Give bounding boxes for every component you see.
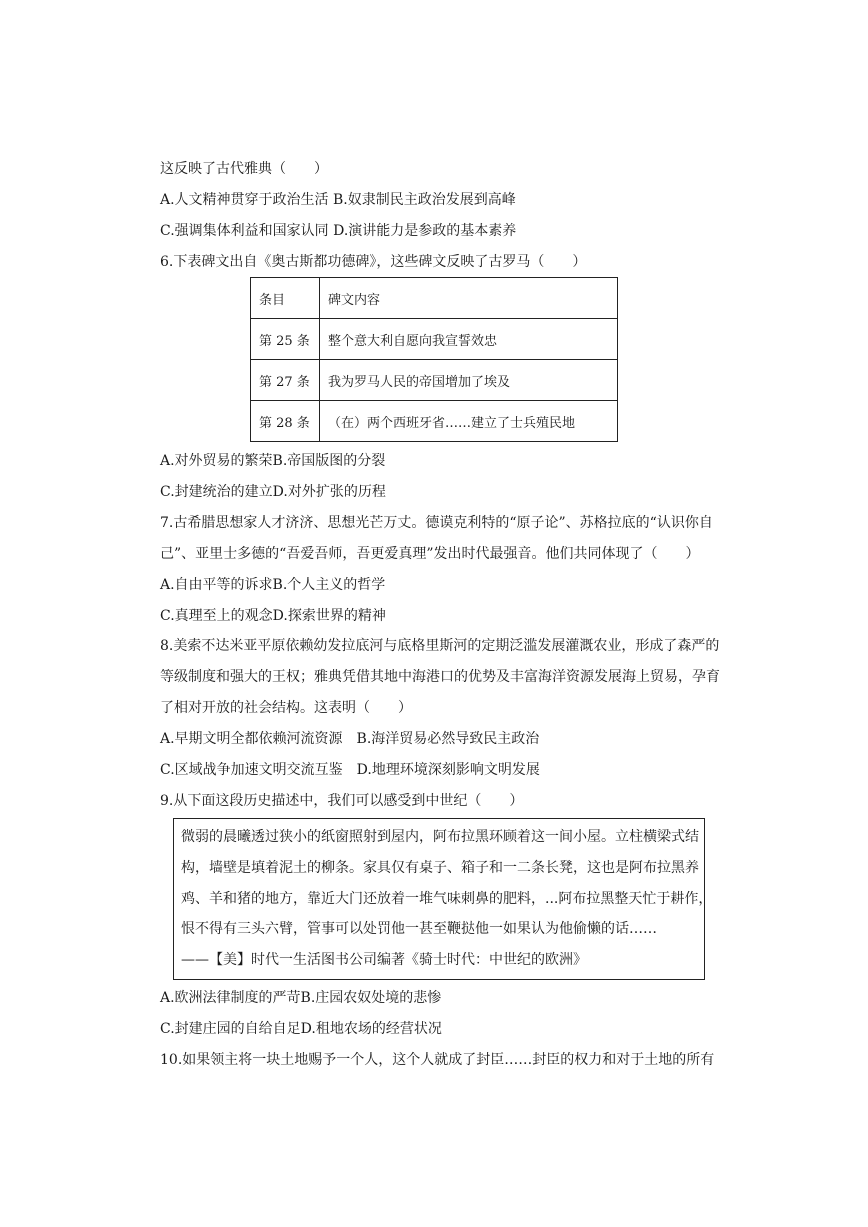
quote-line: 构，墙壁是填着泥土的柳条。家具仅有桌子、箱子和一二条长凳，这也是阿布拉黑养	[181, 860, 699, 876]
q9-stem: 9.从下面这段历史描述中，我们可以感受到中世纪（ ）	[160, 793, 524, 809]
table-header-cell: 碑文内容	[320, 278, 618, 319]
q7-options-ab: A.自由平等的诉求B.个人主义的哲学	[160, 577, 386, 593]
q5-stem-end: 这反映了古代雅典（ ）	[160, 161, 328, 177]
table-row	[251, 319, 618, 360]
table-header-cell: 条目	[251, 278, 320, 319]
q7-stem-line-1: 7.古希腊思想家人才济济、思想光芒万丈。德谟克利特的“原子论”、苏格拉底的“认识你自	[160, 515, 713, 531]
stele-table	[250, 277, 618, 442]
quote-line: 鸡、羊和猪的地方，靠近大门还放着一堆气味刺鼻的肥料，...阿布拉黑整天忙于耕作，	[181, 891, 713, 907]
q6-options-ab: A.对外贸易的繁荣B.帝国版图的分裂	[160, 453, 386, 469]
q7-stem-line-2: 己”、亚里士多德的“吾爱吾师，吾更爱真理”发出时代最强音。他们共同体现了（ ）	[160, 546, 700, 562]
quote-box	[173, 818, 713, 980]
q9-options-ab: A.欧洲法律制度的严苛B.庄园农奴处境的悲惨	[160, 990, 442, 1006]
quote-line: 恨不得有三头六臂，管事可以处罚他一甚至鞭挞他一如果认为他偷懒的话……	[181, 921, 657, 937]
q8-options-ab: A.早期文明全都依赖河流资源 B.海洋贸易必然导致民主政治	[160, 731, 540, 747]
q6-stem: 6.下表碑文出自《奥古斯都功德碑》，这些碑文反映了古罗马（ ）	[160, 254, 587, 270]
q9-options-cd: C.封建庄园的自给自足D.租地农场的经营状况	[160, 1021, 442, 1037]
q6-options-cd: C.封建统治的建立D.对外扩张的历程	[160, 484, 386, 500]
q5-options-cd: C.强调集体利益和国家认同 D.演讲能力是参政的基本素养	[160, 223, 517, 239]
q8-stem-line-1: 8.美索不达米亚平原依赖幼发拉底河与底格里斯河的定期泛滥发展灌溉农业，形成了森严的	[160, 638, 720, 654]
table-cell: 第 25 条	[251, 319, 320, 360]
quote-source: ——【美】时代一生活图书公司编著《骑士时代：中世纪的欧洲》	[181, 952, 587, 968]
table-cell: 第 28 条	[251, 401, 320, 442]
q8-stem-line-2: 等级制度和强大的王权；雅典凭借其地中海港口的优势及丰富海洋资源发展海上贸易，孕育	[160, 669, 720, 685]
table-header-row	[251, 278, 618, 319]
table-cell: （在）两个西班牙省……建立了士兵殖民地	[320, 401, 618, 442]
table-cell: 整个意大利自愿向我宣誓效忠	[320, 319, 618, 360]
quote-line: 微弱的晨曦透过狭小的纸窗照射到屋内，阿布拉黑环顾着这一间小屋。立柱横梁式结	[181, 829, 699, 845]
q10-stem-line-1: 10.如果领主将一块土地赐予一个人，这个人就成了封臣……封臣的权力和对于土地的所有	[160, 1052, 715, 1068]
q8-options-cd: C.区域战争加速文明交流互鉴 D.地理环境深刻影响文明发展	[160, 762, 540, 778]
q8-stem-line-3: 了相对开放的社会结构。这表明（ ）	[160, 700, 412, 716]
q5-options-ab: A.人文精神贯穿于政治生活 B.奴隶制民主政治发展到高峰	[160, 192, 516, 208]
q7-options-cd: C.真理至上的观念D.探索世界的精神	[160, 608, 386, 624]
table-row	[251, 401, 618, 442]
table-cell: 第 27 条	[251, 360, 320, 401]
table-row	[251, 360, 618, 401]
table-cell: 我为罗马人民的帝国增加了埃及	[320, 360, 618, 401]
